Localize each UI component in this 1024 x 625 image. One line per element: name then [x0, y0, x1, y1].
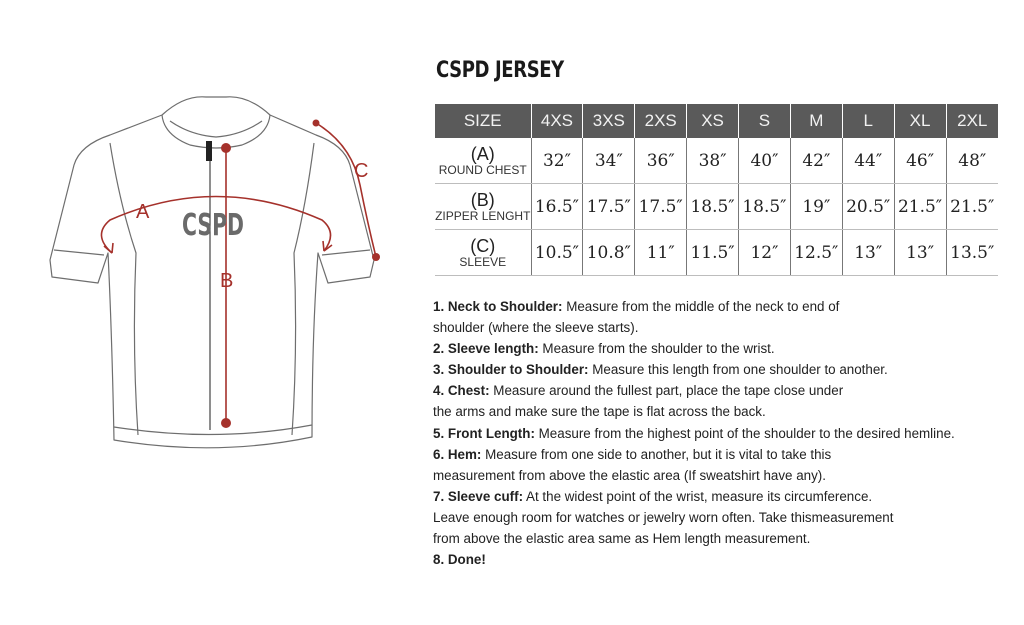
instruction-text: Measure this length from one shoulder to another.: [592, 362, 888, 378]
instruction-text: Measure from the middle of the neck to end of: [566, 299, 840, 314]
table-cell: 12.5″: [790, 230, 842, 276]
table-cell: 21.5″: [894, 184, 946, 230]
label-b: B: [220, 270, 234, 292]
instruction-line: measurement from above the elastic area (If sweatshirt have any).: [433, 467, 826, 483]
measure-b: [220, 143, 233, 428]
instruction-line: from above the elastic area same as Hem length measurement.: [433, 531, 811, 547]
table-cell: 16.5″: [531, 184, 583, 230]
instruction-line: shoulder (where the sleeve starts).: [433, 320, 639, 336]
table-cell: 20.5″: [842, 184, 894, 230]
header-xs: XS: [687, 104, 739, 138]
header-s: S: [739, 104, 791, 138]
chart-title: CSPD JERSEY: [436, 58, 564, 83]
table-cell: 11″: [635, 230, 687, 276]
instruction-line: [433, 486, 993, 507]
instruction-line: the arms and make sure the tape is flat across the back.: [433, 404, 766, 420]
header-2xs: 2XS: [635, 104, 687, 138]
instruction-line: [433, 380, 993, 401]
instruction-line: Leave enough room for watches or jewelry worn often. Take thismeasurement: [433, 509, 894, 525]
table-cell: 13.5″: [946, 230, 998, 276]
jersey-diagram: [40, 85, 400, 455]
instruction-line: [433, 338, 993, 359]
header-4xs: 4XS: [531, 104, 583, 138]
row-label: [435, 138, 531, 184]
instruction-line: [433, 423, 993, 444]
header-xl: XL: [894, 104, 946, 138]
instruction-text: Measure from the highest point of the shoulder to the desired hemline.: [538, 425, 955, 441]
instruction-line: [433, 444, 993, 465]
header-l: L: [842, 104, 894, 138]
table-cell: 10.8″: [583, 230, 635, 276]
zipper-pull: [206, 141, 212, 161]
label-c: C: [354, 160, 369, 182]
header-m: M: [790, 104, 842, 138]
row-code: (C): [470, 235, 496, 256]
table-cell: 19″: [790, 184, 842, 230]
jersey-logo: CSPD: [182, 208, 244, 243]
table-cell: 42″: [790, 138, 842, 184]
table-cell: 34″: [583, 138, 635, 184]
instruction-text: Measure from one side to another, but it is vital to take this: [485, 446, 832, 462]
measuring-instructions: [433, 296, 993, 570]
instruction-title: 4. Chest:: [433, 383, 490, 399]
instruction-line: [433, 359, 993, 380]
table-cell: 17.5″: [583, 184, 635, 230]
table-cell: 11.5″: [687, 230, 739, 276]
table-cell: 10.5″: [531, 230, 583, 276]
instruction-text: Measure around the fullest part, place the tape close under: [493, 383, 844, 399]
row-name: ZIPPER LENGHT: [435, 208, 531, 223]
row-sleeve: [435, 230, 998, 276]
measure-c: [313, 120, 381, 262]
row-code: (B): [470, 189, 495, 210]
instruction-title: 7. Sleeve cuff:: [433, 488, 524, 504]
instruction-text: At the widest point of the wrist, measure its circumference.: [526, 488, 873, 504]
row-code: (A): [470, 143, 495, 164]
header-size: SIZE: [435, 104, 531, 138]
instruction-title: 6. Hem:: [433, 446, 482, 462]
instruction-line: [433, 296, 993, 317]
row-label: [435, 230, 531, 276]
table-cell: 40″: [739, 138, 791, 184]
instruction-title: 3. Shoulder to Shoulder:: [433, 362, 589, 378]
instruction-title: 5. Front Length:: [433, 425, 535, 441]
table-cell: 13″: [842, 230, 894, 276]
instruction-line: [433, 549, 993, 570]
row-round-chest: [435, 138, 998, 184]
table-cell: 13″: [894, 230, 946, 276]
instruction-text: Measure from the shoulder to the wrist.: [542, 341, 775, 357]
instruction-title: 2. Sleeve length:: [433, 341, 539, 357]
instruction-title: 8. Done!: [433, 552, 486, 568]
table-cell: 48″: [946, 138, 998, 184]
row-zipper-length: [435, 184, 998, 230]
table-cell: 46″: [894, 138, 946, 184]
table-cell: 36″: [635, 138, 687, 184]
table-cell: 12″: [739, 230, 791, 276]
row-name: ROUND CHEST: [438, 162, 527, 177]
label-a: A: [136, 201, 150, 223]
header-3xs: 3XS: [583, 104, 635, 138]
size-table: [435, 104, 998, 276]
table-cell: 18.5″: [739, 184, 791, 230]
table-cell: 44″: [842, 138, 894, 184]
row-name: SLEEVE: [459, 254, 507, 269]
size-header-row: [435, 104, 998, 138]
table-cell: 18.5″: [687, 184, 739, 230]
row-label: [435, 184, 531, 230]
header-2xl: 2XL: [946, 104, 998, 138]
instruction-title: 1. Neck to Shoulder:: [433, 299, 563, 314]
table-cell: 32″: [531, 138, 583, 184]
table-cell: 21.5″: [946, 184, 998, 230]
table-cell: 17.5″: [635, 184, 687, 230]
table-cell: 38″: [687, 138, 739, 184]
